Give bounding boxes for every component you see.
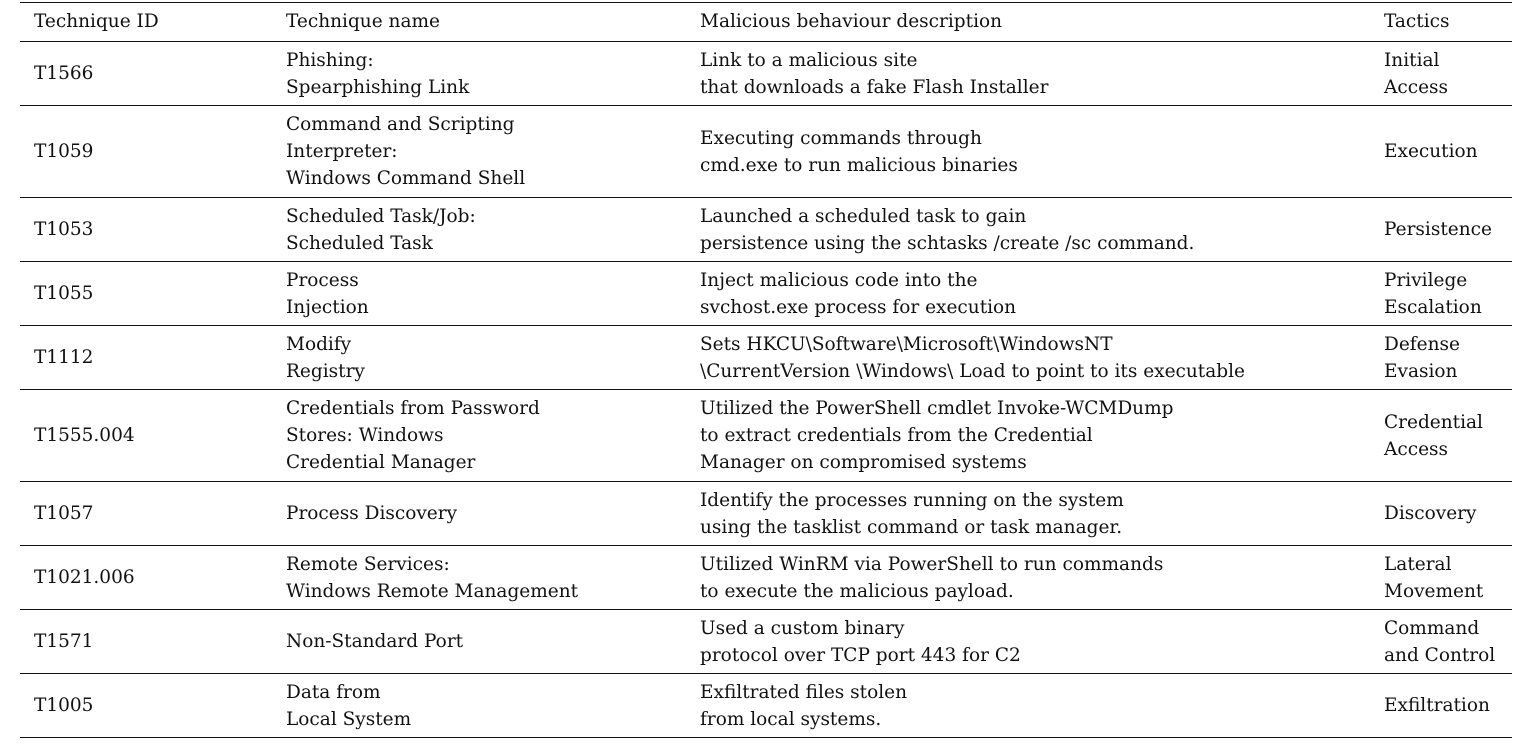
technique-name-cell [286, 198, 700, 262]
table-body [20, 42, 1512, 738]
technique-name-line: Scheduled Task/Job: [286, 205, 476, 227]
tactics-line: Discovery [1384, 503, 1477, 524]
description-cell [700, 106, 1384, 198]
technique-name-cell [286, 326, 700, 390]
tactics-line: Credential [1384, 411, 1483, 433]
header-row [20, 3, 1512, 42]
technique-id-cell: T1571 [20, 610, 286, 674]
header-description: Malicious behaviour description [700, 3, 1384, 42]
tactics-cell [1384, 610, 1512, 674]
technique-name-cell [286, 42, 700, 106]
tactics-line: Access [1384, 76, 1449, 98]
technique-id-cell: T1053 [20, 198, 286, 262]
tactics-cell [1384, 390, 1512, 482]
description-cell [700, 674, 1384, 738]
table-row [20, 106, 1512, 198]
tactics-line: Privilege [1384, 269, 1468, 291]
description-line: persistence using the schtasks /create /sc command. [700, 232, 1195, 254]
table-row [20, 674, 1512, 738]
tactics-line: Evasion [1384, 360, 1458, 382]
technique-id-cell: T1021.006 [20, 546, 286, 610]
technique-name-line: Remote Services: [286, 553, 450, 575]
tactics-cell [1384, 42, 1512, 106]
technique-name-line: Non-Standard Port [286, 631, 464, 652]
table-row [20, 482, 1512, 546]
technique-name-cell [286, 482, 700, 546]
description-cell [700, 546, 1384, 610]
tactics-cell [1384, 106, 1512, 198]
description-line: Exfiltrated files stolen [700, 681, 908, 703]
technique-name-cell [286, 262, 700, 326]
technique-id-cell: T1566 [20, 42, 286, 106]
technique-name-cell [286, 610, 700, 674]
description-line: that downloads a fake Flash Installer [700, 76, 1049, 98]
description-line: to execute the malicious payload. [700, 580, 1014, 602]
table-header [20, 3, 1512, 42]
technique-name-line: Credential Manager [286, 452, 476, 473]
attack-techniques-table [20, 2, 1512, 738]
technique-name-cell [286, 674, 700, 738]
technique-name-line: Local System [286, 708, 412, 730]
description-cell [700, 262, 1384, 326]
technique-id-cell: T1005 [20, 674, 286, 738]
tactics-line: Command [1384, 617, 1480, 639]
technique-name-cell [286, 106, 700, 198]
technique-name-line: Process [286, 269, 359, 291]
technique-name-line: Windows Remote Management [286, 580, 579, 602]
tactics-cell [1384, 674, 1512, 738]
header-tactics: Tactics [1384, 3, 1512, 42]
tactics-line: Access [1384, 438, 1449, 460]
description-line: Utilized WinRM via PowerShell to run commands [700, 553, 1164, 575]
description-line: protocol over TCP port 443 for C2 [700, 644, 1021, 666]
description-cell [700, 326, 1384, 390]
table-row [20, 198, 1512, 262]
description-cell [700, 198, 1384, 262]
tactics-line: Exfiltration [1384, 695, 1490, 716]
description-line: Link to a malicious site [700, 49, 918, 71]
tactics-line: and Control [1384, 644, 1496, 666]
description-line: to extract credentials from the Credential [700, 425, 1093, 446]
technique-table-container [20, 2, 1512, 738]
tactics-cell [1384, 546, 1512, 610]
description-line: from local systems. [700, 708, 882, 730]
technique-name-line: Interpreter: [286, 141, 398, 162]
description-line: Inject malicious code into the [700, 269, 978, 291]
table-row [20, 262, 1512, 326]
technique-name-line: Phishing: [286, 49, 374, 71]
description-cell [700, 610, 1384, 674]
technique-name-line: Modify [286, 333, 352, 355]
tactics-line: Execution [1384, 141, 1478, 162]
tactics-cell [1384, 198, 1512, 262]
technique-name-line: Windows Command Shell [286, 168, 526, 189]
table-row [20, 610, 1512, 674]
technique-id-cell: T1555.004 [20, 390, 286, 482]
description-line: Sets HKCU\Software\Microsoft\WindowsNT [700, 333, 1113, 355]
description-cell [700, 482, 1384, 546]
description-line: cmd.exe to run malicious binaries [700, 154, 1018, 176]
table-row [20, 326, 1512, 390]
technique-id-cell: T1057 [20, 482, 286, 546]
description-line: \CurrentVersion \Windows\ Load to point to its executable [700, 360, 1245, 382]
tactics-line: Movement [1384, 580, 1484, 602]
table-row [20, 390, 1512, 482]
technique-id-cell: T1055 [20, 262, 286, 326]
tactics-line: Persistence [1384, 219, 1492, 240]
technique-id-cell: T1059 [20, 106, 286, 198]
technique-name-line: Process Discovery [286, 503, 458, 524]
tactics-line: Defense [1384, 333, 1460, 355]
technique-name-line: Credentials from Password [286, 398, 540, 419]
technique-name-line: Registry [286, 360, 365, 382]
tactics-line: Initial [1384, 49, 1440, 71]
technique-id-cell: T1112 [20, 326, 286, 390]
description-line: svchost.exe process for execution [700, 296, 1017, 318]
table-row [20, 546, 1512, 610]
tactics-cell [1384, 262, 1512, 326]
description-line: Utilized the PowerShell cmdlet Invoke-WCMDump [700, 398, 1174, 419]
technique-name-line: Data from [286, 681, 381, 703]
description-cell [700, 42, 1384, 106]
technique-name-line: Scheduled Task [286, 232, 433, 254]
tactics-line: Lateral [1384, 553, 1452, 575]
technique-name-line: Command and Scripting [286, 114, 515, 135]
description-line: Executing commands through [700, 127, 982, 149]
header-technique-name: Technique name [286, 3, 700, 42]
technique-name-cell [286, 390, 700, 482]
description-line: Used a custom binary [700, 617, 905, 639]
technique-name-cell [286, 546, 700, 610]
tactics-cell [1384, 482, 1512, 546]
technique-name-line: Spearphishing Link [286, 76, 470, 98]
tactics-cell [1384, 326, 1512, 390]
description-cell [700, 390, 1384, 482]
table-row [20, 42, 1512, 106]
description-line: using the tasklist command or task manager. [700, 516, 1123, 538]
description-line: Identify the processes running on the system [700, 489, 1124, 511]
technique-name-line: Stores: Windows [286, 425, 444, 446]
technique-name-line: Injection [286, 296, 369, 318]
description-line: Launched a scheduled task to gain [700, 205, 1027, 227]
tactics-line: Escalation [1384, 296, 1482, 318]
description-line: Manager on compromised systems [700, 452, 1027, 473]
header-technique-id: Technique ID [20, 3, 286, 42]
